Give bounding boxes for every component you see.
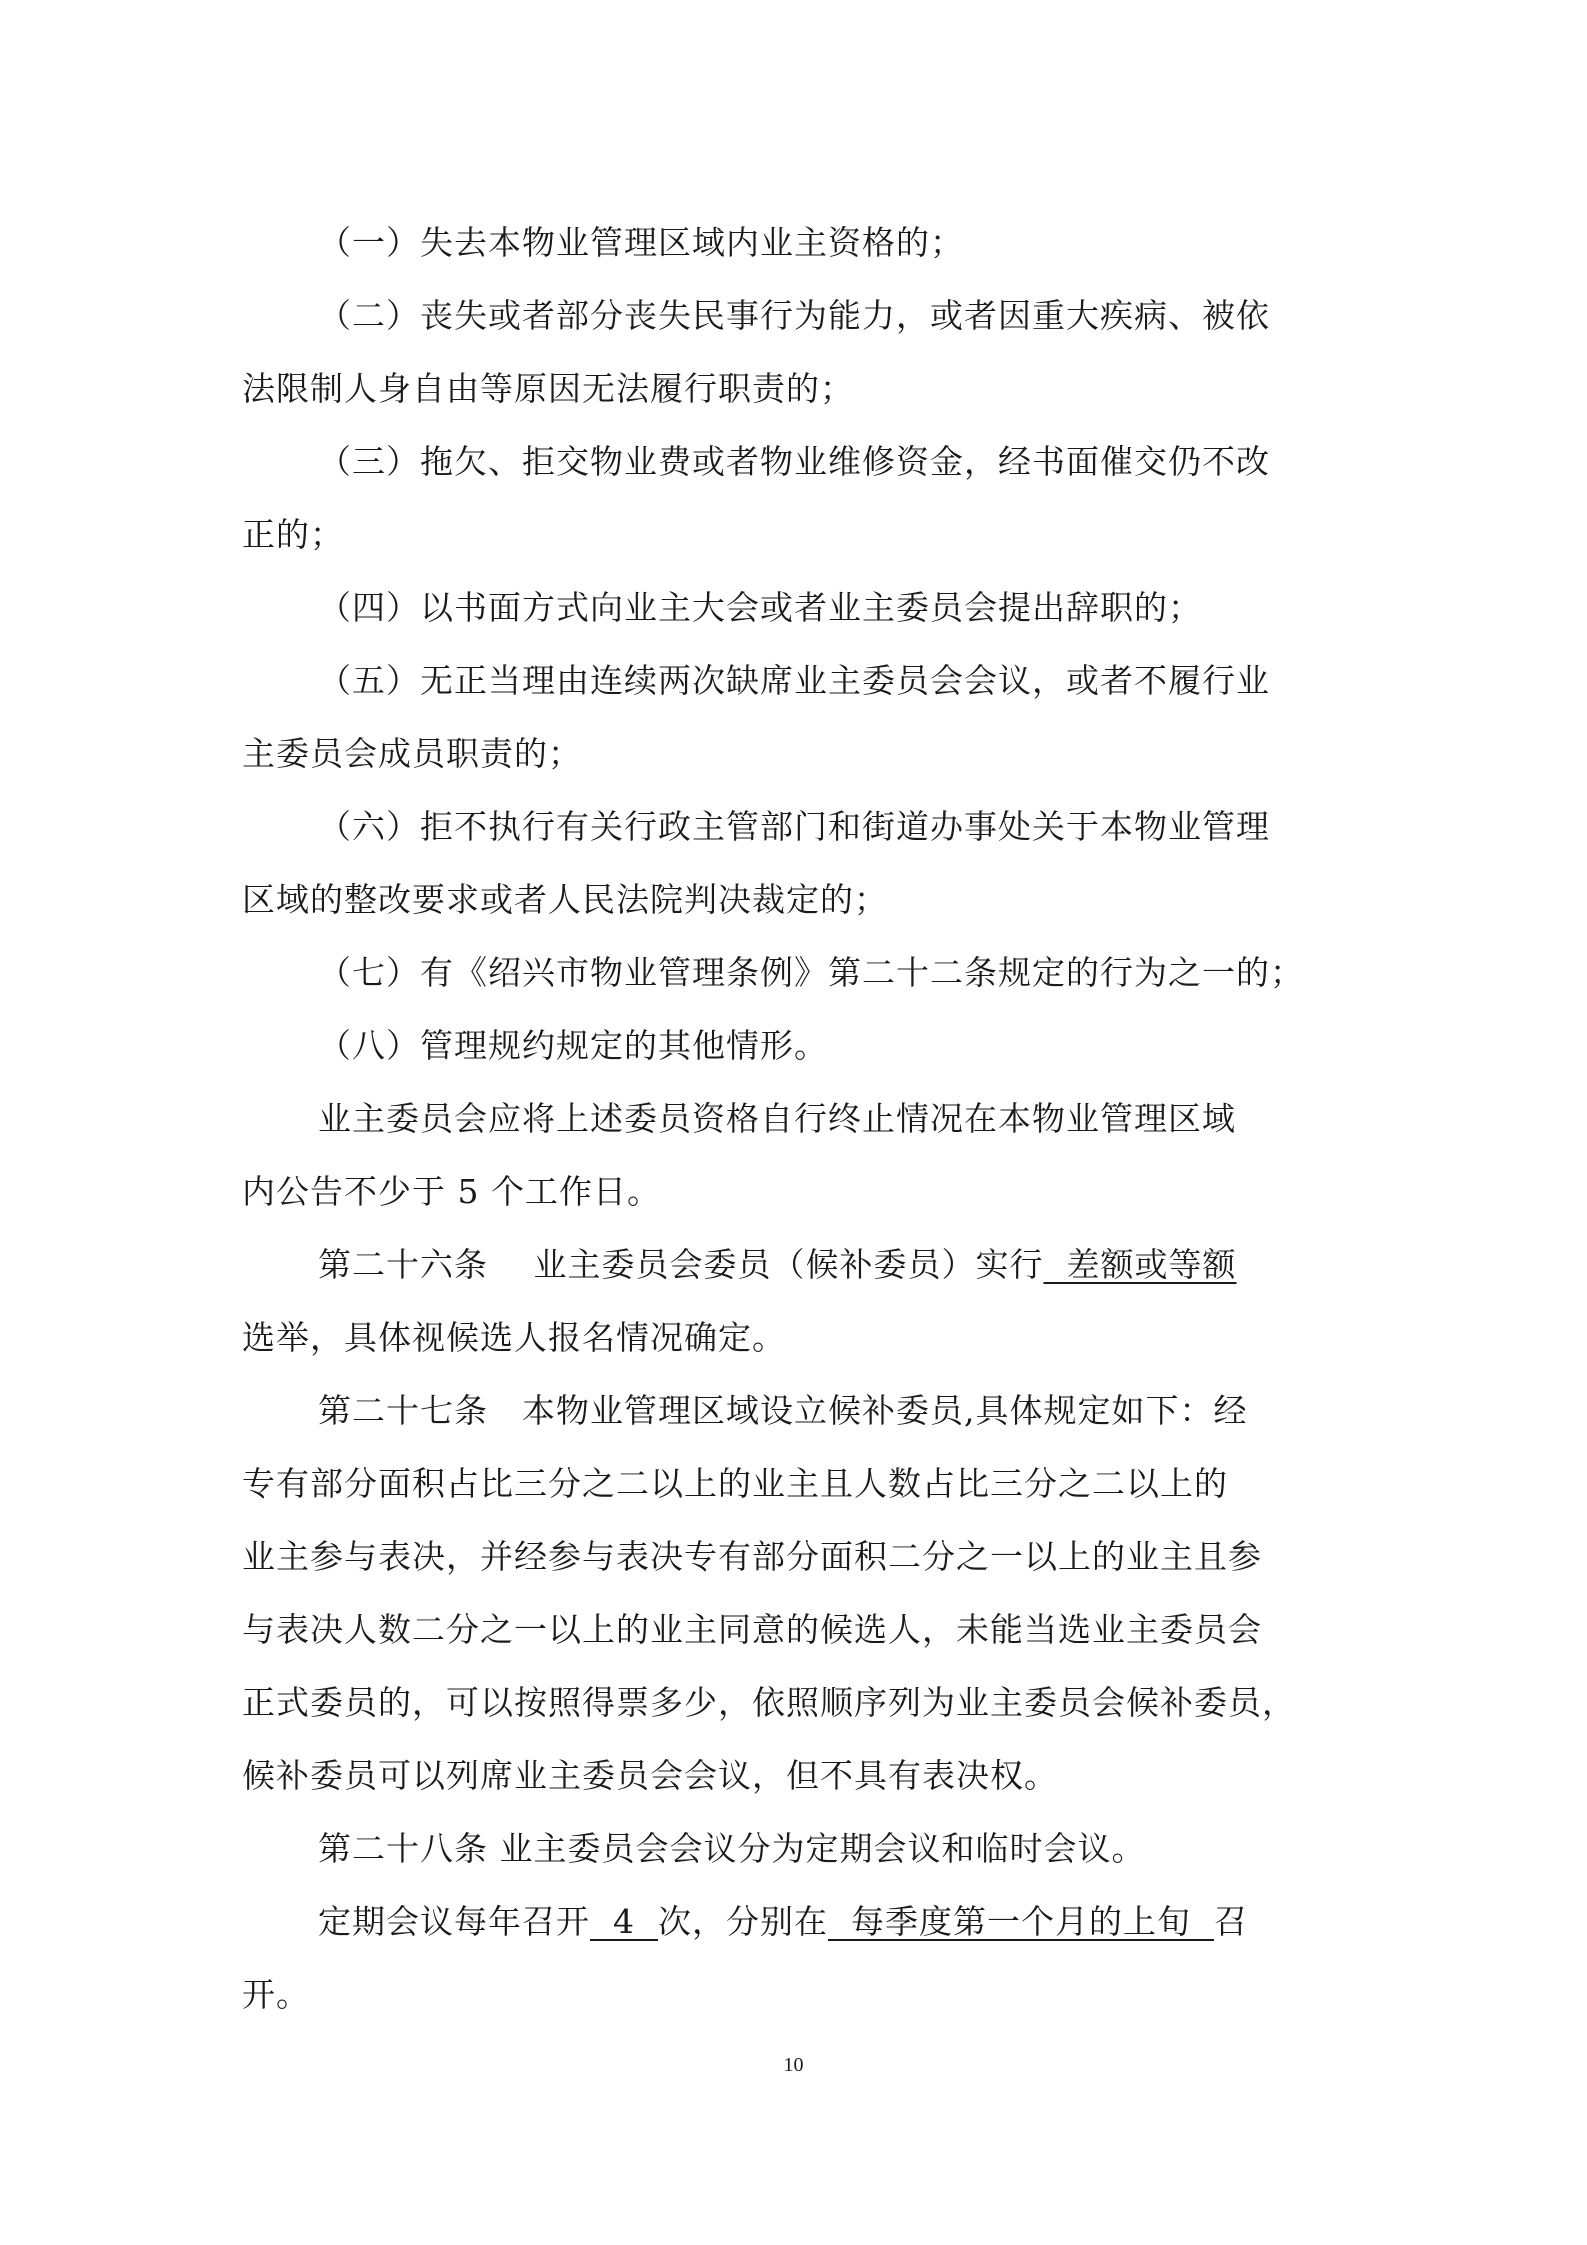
notice-cont-text: 内公告不少于 5 个工作日。 bbox=[242, 1172, 661, 1211]
clause-6-text: （六）拒不执行有关行政主管部门和街道办事处关于本物业管理 bbox=[318, 807, 1270, 846]
clause-7-text: （七）有《绍兴市物业管理条例》第二十二条规定的行为之一的； bbox=[318, 953, 1304, 992]
clause-5-cont-text: 主委员会成员职责的； bbox=[242, 734, 582, 773]
meeting-time-blank: 每季度第一个月的上旬 bbox=[827, 1902, 1214, 1941]
page-number: 10 bbox=[783, 2054, 804, 2076]
article-26-cont-text: 选举，具体视候选人报名情况确定。 bbox=[242, 1318, 786, 1357]
article-26-prefix: 第二十六条 业主委员会委员（候补委员）实行 bbox=[318, 1245, 1044, 1284]
meeting-suffix: 召 bbox=[1213, 1902, 1248, 1941]
clause-2-cont-text: 法限制人身自由等原因无法履行职责的； bbox=[242, 369, 854, 408]
clause-5-text: （五）无正当理由连续两次缺席业主委员会会议，或者不履行业 bbox=[318, 661, 1270, 700]
clause-4-text: （四）以书面方式向业主大会或者业主委员会提出辞职的； bbox=[318, 588, 1202, 627]
clause-3-text: （三）拖欠、拒交物业费或者物业维修资金，经书面催交仍不改 bbox=[318, 442, 1270, 481]
meeting-count-blank: 4 bbox=[590, 1902, 658, 1941]
article-27-text: 候补委员可以列席业主委员会会议，但不具有表决权。 bbox=[242, 1756, 1058, 1795]
notice-text: 业主委员会应将上述委员资格自行终止情况在本物业管理区域 bbox=[318, 1099, 1236, 1138]
clause-1-text: （一）失去本物业管理区域内业主资格的； bbox=[318, 223, 964, 262]
article-27-text: 第二十七条 本物业管理区域设立候补委员,具体规定如下：经 bbox=[318, 1391, 1248, 1430]
article-27-text: 与表决人数二分之一以上的业主同意的候选人，未能当选业主委员会 bbox=[242, 1610, 1262, 1649]
meeting-mid: 次，分别在 bbox=[657, 1902, 828, 1941]
article-27-text: 正式委员的，可以按照得票多少，依照顺序列为业主委员会候补委员， bbox=[242, 1683, 1296, 1722]
clause-6-cont-text: 区域的整改要求或者人民法院判决裁定的； bbox=[242, 880, 888, 919]
article-26-text bbox=[318, 1245, 1236, 1285]
article-27-text: 专有部分面积占比三分之二以上的业主且人数占比三分之二以上的 bbox=[242, 1464, 1228, 1503]
article-28-text: 第二十八条 业主委员会会议分为定期会议和临时会议。 bbox=[318, 1829, 1146, 1868]
meeting-text bbox=[318, 1902, 1248, 1942]
election-method-blank: 差额或等额 bbox=[1043, 1245, 1237, 1284]
clause-2-text: （二）丧失或者部分丧失民事行为能力，或者因重大疾病、被依 bbox=[318, 296, 1270, 335]
clause-8-text: （八）管理规约规定的其他情形。 bbox=[318, 1026, 828, 1065]
meeting-cont-text: 开。 bbox=[242, 1975, 310, 2014]
clause-3-cont-text: 正的； bbox=[242, 515, 344, 554]
meeting-prefix: 定期会议每年召开 bbox=[318, 1902, 590, 1941]
article-27-text: 业主参与表决，并经参与表决专有部分面积二分之一以上的业主且参 bbox=[242, 1537, 1262, 1576]
